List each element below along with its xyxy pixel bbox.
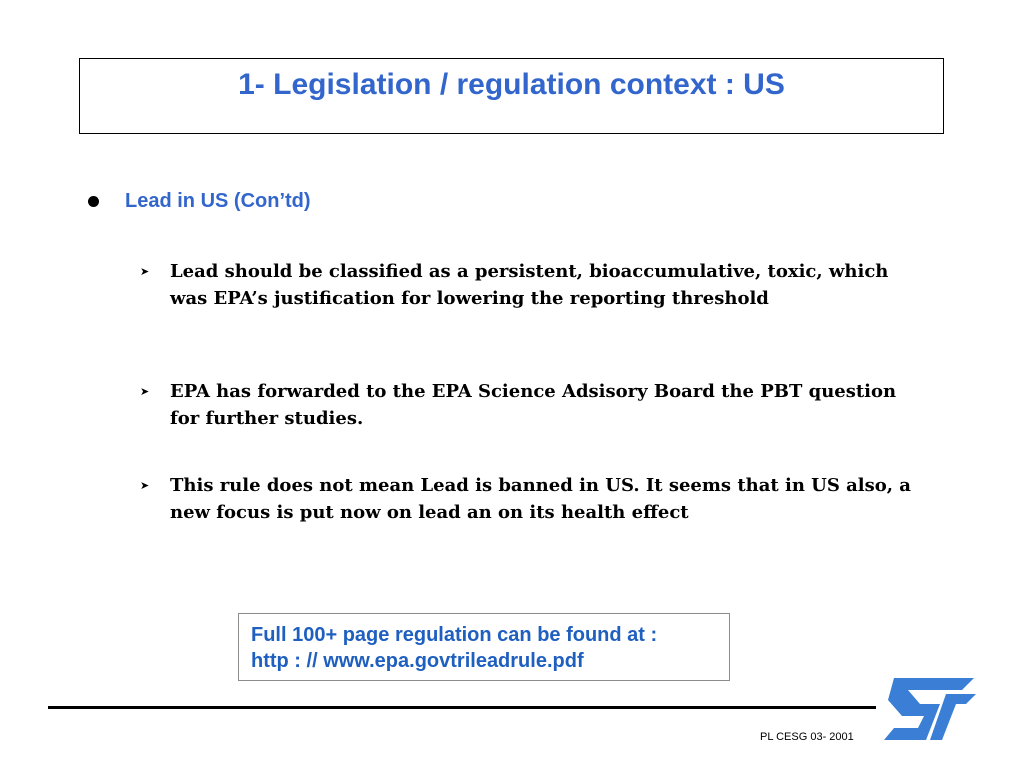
bullet-item bbox=[140, 258, 920, 312]
bullet-item bbox=[140, 472, 920, 526]
regulation-link[interactable]: http : // www.epa.govtrileadrule.pdf bbox=[251, 650, 584, 672]
title-box bbox=[79, 58, 944, 134]
arrow-bullet-icon: ➤ bbox=[140, 385, 150, 398]
bullet-text: Lead should be classified as a persistent, bioaccumulative, toxic, which was EPA’s justification for lowering the reporting threshold bbox=[170, 261, 889, 309]
regulation-note-box bbox=[238, 613, 730, 681]
slide-title: 1- Legislation / regulation context : US bbox=[238, 68, 785, 101]
bullet-dot-icon bbox=[88, 196, 99, 207]
st-logo-icon bbox=[880, 676, 976, 742]
section-lead-in-us bbox=[88, 186, 311, 216]
footer-divider bbox=[48, 706, 876, 709]
bullet-text: EPA has forwarded to the EPA Science Adsisory Board the PBT question for further studies. bbox=[170, 381, 897, 429]
arrow-bullet-icon: ➤ bbox=[140, 479, 150, 492]
bullet-text: This rule does not mean Lead is banned in US. It seems that in US also, a new focus is put now on lead an on its health effect bbox=[170, 475, 911, 523]
section-heading: Lead in US (Con’td) bbox=[125, 190, 311, 212]
footer-label: PL CESG 03- 2001 bbox=[760, 731, 854, 743]
note-text: Full 100+ page regulation can be found at : bbox=[251, 624, 658, 646]
arrow-bullet-icon: ➤ bbox=[140, 265, 150, 278]
bullet-item bbox=[140, 378, 920, 432]
